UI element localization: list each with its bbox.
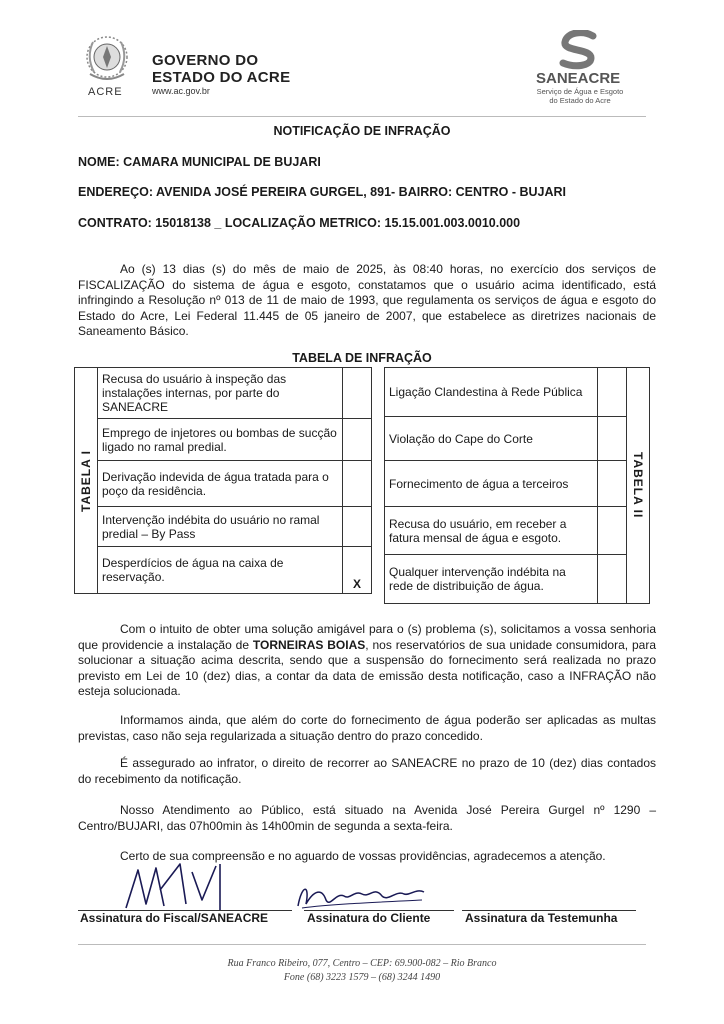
infraction-item-mark: [598, 555, 627, 604]
table-1-label-cell: [75, 368, 98, 594]
infraction-item-text: Violação do Cape do Corte: [385, 417, 598, 461]
infraction-item-mark: [343, 419, 372, 461]
fiscal-signature-icon: [120, 860, 230, 916]
paragraph-solution-part1: Com o intuito de obter uma solução amigável para o (s) problema (s), solicitamos a vossa senhoria que providencie a instalação de: [78, 622, 656, 652]
intro-paragraph: Ao (s) 13 dias (s) do mês de maio de 2025, às 08:40 horas, no exercício dos serviços de FISCALIZAÇÃO do sistema de água e esgoto, constatamos que o usuário acima identificado, está infringindo a Resolução nº 013 de 11 de maio de 1993, que regulamenta os serviços de água e esgoto do Estado do Acre, Lei Federal 11.445 de 05 janeiro de 2007, que estabelece as diretrizes nacionais de Saneamento Básico.: [78, 262, 656, 338]
infraction-item-text: Ligação Clandestina à Rede Pública: [385, 368, 598, 417]
field-endereco: ENDEREÇO: AVENIDA JOSÉ PEREIRA GURGEL, 891- BAIRRO: CENTRO - BUJARI: [78, 185, 567, 199]
infraction-item-text: Desperdícios de água na caixa de reservação.: [98, 547, 343, 594]
infraction-item-mark: [343, 368, 372, 419]
government-url: www.ac.gov.br: [152, 86, 210, 96]
footer-phone: Fone (68) 3223 1579 – (68) 3244 1490: [283, 972, 441, 983]
signature-witness-label: Assinatura da Testemunha: [465, 911, 618, 925]
infraction-item-mark-checked: X: [343, 547, 372, 594]
header-divider: [78, 116, 646, 117]
infraction-table-1: [74, 367, 372, 594]
government-title-line1: GOVERNO DO: [152, 52, 259, 69]
infraction-item-text: Emprego de injetores ou bombas de sucção ligado no ramal predial.: [98, 419, 343, 461]
field-nome: NOME: CAMARA MUNICIPAL DE BUJARI: [78, 155, 321, 169]
infraction-item-mark: [343, 507, 372, 547]
saneacre-name: SANEACRE: [536, 70, 621, 87]
paragraph-appeal: É assegurado ao infrator, o direito de recorrer ao SANEACRE no prazo de 10 (dez) dias contados do recebimento da notificação.: [78, 756, 656, 786]
infraction-item-mark: [343, 461, 372, 507]
field-contrato: CONTRATO: 15018138 _ LOCALIZAÇÃO METRICO: 15.15.001.003.0010.000: [78, 216, 521, 230]
paragraph-penalties: Informamos ainda, que além do corte do fornecimento de água poderão ser aplicadas as multas previstas, caso não seja regularizada a situação dentro do prazo concedido.: [78, 713, 656, 743]
table-2-label-cell: [627, 368, 650, 604]
infraction-table-2: [384, 367, 650, 604]
infraction-item-text: Fornecimento de água a terceiros: [385, 461, 598, 507]
paragraph-solution: [78, 622, 656, 700]
saneacre-logo-icon: [553, 30, 605, 70]
paragraph-closing: Certo de sua compreensão e no aguardo de vossas providências, agradecemos a atenção.: [120, 849, 606, 863]
infraction-item-mark: [598, 461, 627, 507]
acre-logo-text: ACRE: [88, 86, 123, 98]
saneacre-subtitle-line1: Serviço de Água e Esgoto: [536, 87, 624, 96]
saneacre-subtitle: [530, 87, 630, 105]
paragraph-solution-part2: , nos reservatórios de sua unidade consumidora, para solucionar a situação acima descrita, sendo que a suspensão do fornecimento será realizada no prazo previsto em Lei de 10 (dez) dias, a contar da data de emissão desta notificação, caso a INFRAÇÃO não esteja solucionada.: [78, 637, 656, 698]
infraction-item-text: Recusa do usuário, em receber a fatura mensal de água e esgoto.: [385, 507, 598, 555]
client-signature-icon: [292, 880, 432, 912]
infraction-item-mark: [598, 507, 627, 555]
footer-divider: [78, 944, 646, 945]
footer-address: Rua Franco Ribeiro, 077, Centro – CEP: 69.900-082 – Rio Branco: [227, 958, 497, 969]
infraction-item-text: Intervenção indébita do usuário no ramal predial – By Pass: [98, 507, 343, 547]
paragraph-service-hours: Nosso Atendimento ao Público, está situado na Avenida José Pereira Gurgel nº 1290 – Centro/BUJARI, das 07h00min às 14h00min de segunda a sexta-feira.: [78, 803, 656, 833]
infraction-item-text: Qualquer intervenção indébita na rede de distribuição de água.: [385, 555, 598, 604]
page-title: NOTIFICAÇÃO DE INFRAÇÃO: [273, 124, 451, 138]
acre-coat-of-arms-icon: [78, 30, 136, 88]
infraction-item-mark: [598, 417, 627, 461]
government-title-line2: ESTADO DO ACRE: [152, 69, 291, 86]
infraction-item-mark: [598, 368, 627, 417]
signature-fiscal-label: Assinatura do Fiscal/SANEACRE: [80, 911, 269, 925]
table-2-label: TABELA II: [631, 452, 645, 519]
infraction-item-text: Recusa do usuário à inspeção das instalações internas, por parte do SANEACRE: [98, 368, 343, 419]
infraction-item-text: Derivação indevida de água tratada para o poço da residência.: [98, 461, 343, 507]
infraction-table-title: TABELA DE INFRAÇÃO: [292, 351, 432, 365]
paragraph-solution-highlight: TORNEIRAS BOIAS: [252, 637, 366, 652]
signature-client-label: Assinatura do Cliente: [307, 911, 431, 925]
saneacre-subtitle-line2: do Estado do Acre: [549, 96, 611, 105]
table-1-label: TABELA I: [79, 449, 93, 512]
government-title: [152, 52, 290, 86]
